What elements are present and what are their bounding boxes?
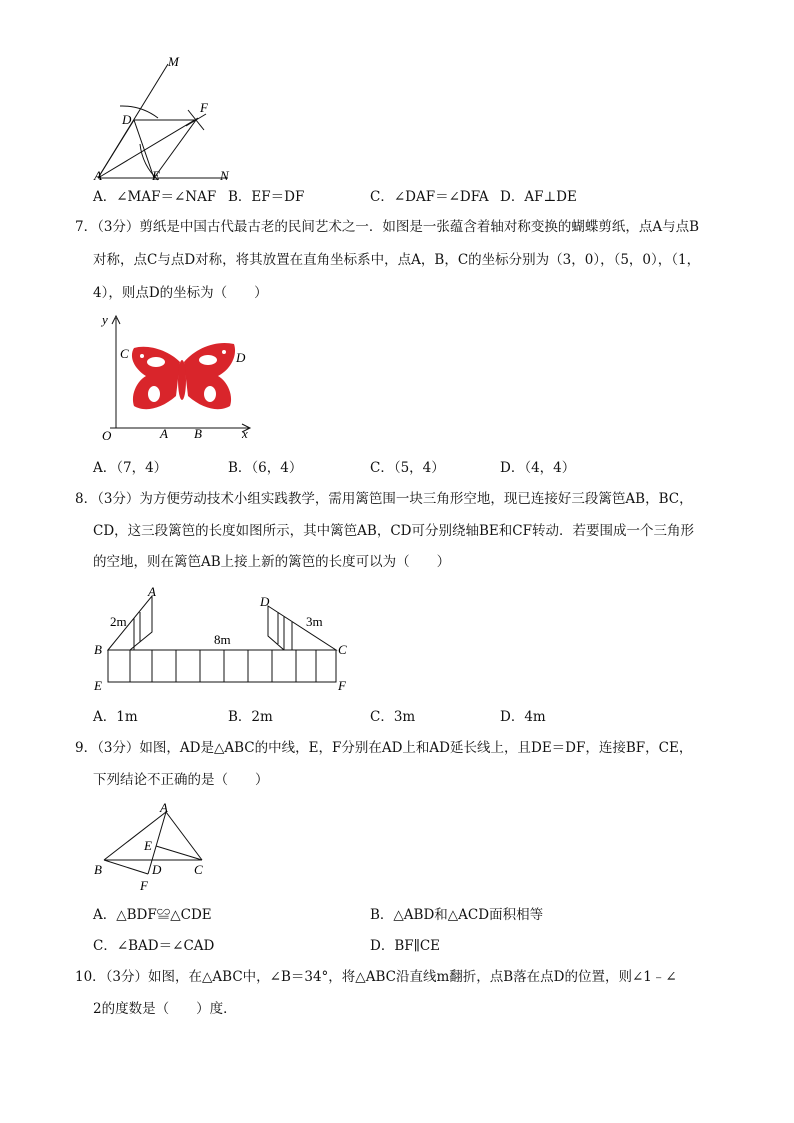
- q6-option-a: A．∠MAF＝∠NAF: [93, 189, 217, 205]
- q9-label-F: F: [140, 878, 148, 893]
- q7-label-B: B: [194, 426, 202, 441]
- q6-label-D: D: [122, 112, 132, 127]
- q10-line-2: 2的度数是（ ）度．: [93, 1001, 237, 1017]
- q7-line-3: 4），则点D的坐标为（ ）: [93, 285, 268, 301]
- q7-option-a: A．（7，4）: [93, 460, 168, 476]
- q8-label-F: F: [338, 678, 346, 693]
- q8-label-D: D: [260, 594, 270, 609]
- q9-line-1: 9．（3分）如图，AD是△ABC的中线，E，F分别在AD上和AD延长线上，且DE＝DF，连接BF，CE，: [75, 740, 693, 756]
- q9-label-B: B: [94, 862, 102, 877]
- q8-line-2: CD，这三段篱笆的长度如图所示，其中篱笆AB，CD可分别绕轴BE和CF转动．若要围成一个三角形: [93, 523, 694, 539]
- q7-label-y: y: [102, 312, 108, 327]
- q9-option-b: B．△ABD和△ACD面积相等: [370, 907, 544, 923]
- q9-option-d: D．BF∥CE: [370, 938, 441, 954]
- q7-figure: [90, 310, 260, 445]
- q8-length-ab: 2m: [110, 614, 127, 629]
- q9-label-E: E: [144, 838, 152, 853]
- q8-label-A: A: [148, 584, 156, 599]
- q8-line-3: 的空地，则在篱笆AB上接上新的篱笆的长度可以为（ ）: [93, 554, 451, 570]
- q6-label-A: A: [94, 168, 102, 183]
- q9-label-A: A: [160, 800, 168, 815]
- q8-option-a: A．1m: [93, 709, 138, 725]
- q7-line-1: 7．（3分）剪纸是中国古代最古老的民间艺术之一．如图是一张蕴含着轴对称变换的蝴蝶剪纸，点A与点B: [75, 219, 700, 235]
- q7-option-d: D．（4，4）: [500, 460, 576, 476]
- q8-option-d: D．4m: [500, 709, 546, 725]
- q9-option-c: C．∠BAD＝∠CAD: [93, 938, 215, 954]
- q9-figure: [88, 800, 218, 895]
- q10-line-1: 10．（3分）如图，在△ABC中，∠B＝34°，将△ABC沿直线m翻折，点B落在点D的位置，则∠1﹣∠: [75, 969, 677, 985]
- q7-label-D: D: [236, 350, 246, 365]
- q7-label-x-axis: x: [242, 426, 248, 441]
- q7-label-C: C: [120, 346, 129, 361]
- q8-length-cd: 3m: [306, 614, 323, 629]
- q7-label-O: O: [102, 428, 112, 443]
- q8-label-C: C: [338, 642, 347, 657]
- butterfly-icon: [132, 343, 235, 409]
- q7-option-c: C．（5，4）: [370, 460, 445, 476]
- q8-option-b: B．2m: [228, 709, 273, 725]
- q6-label-E: E: [152, 168, 160, 183]
- q8-label-B: B: [94, 642, 102, 657]
- q8-line-1: 8．（3分）为方便劳动技术小组实践教学，需用篱笆围一块三角形空地，现已连接好三段篱笆AB，BC，: [75, 491, 693, 507]
- q8-figure: [88, 582, 368, 697]
- q6-label-N: N: [220, 168, 229, 183]
- q7-label-A: A: [160, 426, 168, 441]
- q9-label-C: C: [194, 862, 203, 877]
- q6-option-d: D．AF⊥DE: [500, 189, 577, 205]
- q9-label-D: D: [152, 862, 162, 877]
- q9-option-a: A．△BDF≌△CDE: [93, 907, 212, 923]
- q8-label-E: E: [94, 678, 102, 693]
- q6-figure: [88, 52, 248, 187]
- q7-line-2: 对称，点C与点D对称，将其放置在直角坐标系中，点A，B，C的坐标分别为（3，0），（5，0），（1，: [93, 252, 701, 268]
- q6-label-F: F: [200, 100, 208, 115]
- q6-label-M: M: [168, 54, 179, 69]
- q7-option-b: B．（6，4）: [228, 460, 303, 476]
- q9-line-2: 下列结论不正确的是（ ）: [93, 772, 269, 788]
- q6-option-b: B．EF＝DF: [228, 189, 305, 205]
- q6-option-c: C．∠DAF＝∠DFA: [370, 189, 489, 205]
- q8-option-c: C．3m: [370, 709, 416, 725]
- q8-length-bc: 8m: [214, 632, 231, 647]
